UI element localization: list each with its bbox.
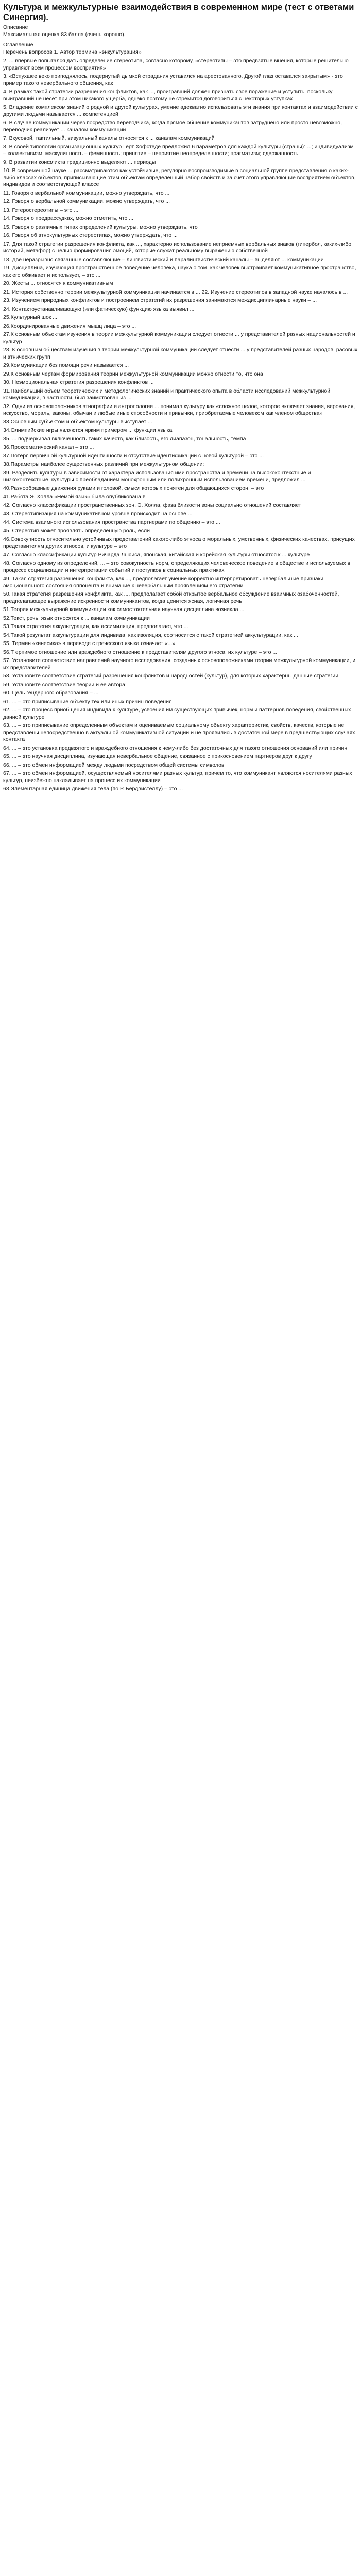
question-item: 44. Система взаимного использования пространства партнерами по общению – это ... [3, 519, 220, 526]
question-item: 62. ... – это процесс приобщения индивида к культуре, усвоения им существующих привычек, норм и паттернов поведения, свойственных данной культуре [3, 707, 351, 720]
question-item: 29.Коммуникации без помощи речи называется ... [3, 362, 129, 368]
question-item: 6. В случае коммуникации через посредство переводчика, когда прямое общение коммуникантов затруднено или просто невозможно, переводчик реализует ... каналом коммуникации [3, 120, 342, 133]
question-item: 28. К основным обществам изучения в теории межкультурной коммуникации следует отнести ... у представителей разных народов, расовых и этнических групп [3, 347, 358, 360]
question-list [3, 58, 358, 793]
question-item: 53.Такая стратегия аккультурации, как ассимиляция, предполагает, что ... [3, 623, 188, 630]
question-item: 27.К основным объектам изучения в теории межкультурной коммуникации следует отнести ... у представителей разных национальностей и культур [3, 331, 355, 345]
toc-label: Оглавление [3, 42, 33, 48]
question-item: 56.Т ерпимое отношение или враждебного отношение к представителям другого этноса, их культуре – это ... [3, 649, 278, 655]
question-item: 51.Теория межкультурной коммуникации как самостоятельная научная дисциплина возникла ... [3, 606, 245, 613]
question-item: 61. ... – это приписывание объекту тех или иных причин поведения [3, 698, 172, 705]
question-item: 60. Цель гендерного образования – ... [3, 690, 99, 696]
question-item: 2. ... впервые попытался дать определение стереотипа, согласно которому, «стереотипы – это предвзятые мнения, которые решительно управляют всем процессом восприятия» [3, 58, 349, 71]
description-label: Описание [3, 24, 28, 30]
toc-first-line: Перечень вопросов 1. Автор термина «энкультурация» [3, 49, 142, 55]
question-item: 57. Установите соответствие направлений научного исследования, созданных основоположниками теории межкультурной коммуникации, и их представителей [3, 657, 356, 671]
question-item: 20. Жесты ... относятся к коммуникативным [3, 280, 113, 286]
question-item: 65. ... – это научная дисциплина, изучающая невербальное общение, связанное с прикосновением партнеров друг к другу [3, 753, 312, 759]
question-item: 68.Элементарная единица движения тела (по Р. Бердвистеллу) – это ... [3, 786, 183, 792]
question-item: 25.Культурный шок ... [3, 314, 58, 320]
question-item: 37.Потеря первичной культурной идентичности и отсутствие идентификации с новой культурой – это ... [3, 452, 264, 459]
question-item: 24. Контактоустанавливающую (или фатическую) функцию языка выявил ... [3, 306, 195, 312]
question-item: 43. Стереотипизация на коммуникативном уровне происходит на основе ... [3, 511, 193, 517]
question-item: 33.Основным субъектом и объектом культуры выступает ... [3, 418, 152, 425]
question-item: 13. Гетеростереотипы – это ... [3, 207, 79, 213]
question-item: 45. Стереотип может проявлять определенную роль, если [3, 528, 150, 534]
question-item: 18. Две неразрывно связанные составляющие – лингвистический и паралингвистический каналы – выделяют ... коммуникации [3, 256, 324, 263]
question-item: 40.Разнообразные движения руками и головой, смысл которых понятен для общающихся сторон, – это [3, 485, 264, 492]
question-item: 39. Разделить культуры в зависимости от характера использования ими пространства и времени на высококонтекстные и низкоконтекстные, культуры с преобладанием монохронным или полихронным использованием времени, предложил ... [3, 469, 311, 483]
question-item: 46.Совокупность относительно устойчивых представлений какого-либо этноса о моральных, умственных, физических качествах, присущих представителям других этносов, и культуре – это [3, 536, 355, 549]
question-item: 19. Дисциплина, изучающая пространственное поведение человека, наука о том, как человек выстраивает коммуникативное пространство, как его обживает и использует, – это ... [3, 265, 356, 278]
question-item: 34.Олимпийские игры являются ярким примером ... функции языка [3, 427, 173, 433]
description-text: Максимальная оценка 83 балла (очень хорошо). [3, 31, 126, 38]
question-item: 14. Говоря о предрассудках, можно отметить, что ... [3, 215, 134, 222]
question-item: 7. Вкусовой, тактильный, визуальный каналы относятся к ... каналам коммуникаций [3, 135, 215, 141]
question-item: 15. Говоря о различных типах определений культуры, можно утверждать, что [3, 224, 198, 230]
question-item: 32. Одни из основоположников этнографии и антропологии ... понимал культуру как «сложное целое, которое включает знания, верования, искусство, мораль, законы, обычаи и любые иные способности и привычки, приобретаемые человеком как членом общества» [3, 403, 355, 416]
question-item: 5. Владение комплексом знаний о родной и другой культурах, умение адекватно использовать эти знания при контактах и взаимодействии с другими людьми называется ... компетенцией [3, 104, 358, 117]
question-item: 29.К основным чертам формирования теории межкультурной коммуникации можно отнести то, что она [3, 370, 263, 377]
question-item: 3. «Вспухшее веко приподнялось, подернутый дымкой страдания уставился на арестованного. Другой глаз оставался закрытым» - это пример такого невербального общения, как [3, 73, 343, 87]
question-item: 38.Параметры наиболее существенных различий при межкультурном общении: [3, 461, 204, 467]
question-item: 16. Говоря об этнокультурных стереотипах, можно утверждать, что ... [3, 232, 178, 239]
document-page [0, 0, 361, 800]
question-item: 23. Изучением природных конфликтов и построением стратегий их разрешения занимаются междисциплинарные науки – ... [3, 297, 317, 303]
question-item: 9. В развитии конфликта традиционно выделяют ... периоды [3, 159, 156, 165]
question-item: 50.Такая стратегия разрешения конфликта, как ..., предполагает собой открытое вербальное обсуждение взаимных озабоченностей, предполагающее выражение искренности коммуникантов, когда ценится ясная, логичная речь [3, 591, 339, 604]
question-item: 35. ... подчеркивал включенность таких качеств, как близость, его диапазон, тональность, темпа [3, 435, 246, 442]
question-item: 17. Для такой стратегии разрешения конфликта, как ..., характерно использование неприемных вербальных знаков (гипербол, каких-либо историй, метафор) с целью формирования эмоций, которые служат реальному выражению собственной [3, 241, 352, 254]
question-item: 63. ... – это приписывание определенным объектам и оцениваемым социальному объекту характеристик, свойств, качеств, которые не представлены непосредственно в актуальной коммуникативной ситуации и не проявились в достаточной мере в предшествующих случаях контакта [3, 722, 355, 742]
question-item: 67. ... – это обмен информацией, осуществляемый носителями разных культур, причем то, что коммуникант являются носителями разных культур, неизбежно накладывает на процесс их коммуникации [3, 770, 352, 784]
page-title: Культура и межкультурные взаимодействия в современном мире (тест с ответами Синергия). [3, 3, 354, 22]
question-item: 4. В рамках такой стратегии разрешения конфликтов, как ..., проигравший должен признать свое поражение и уступить, поскольку выигравший не несет при этом никакого ущерба, однако поэтому не стремится договориться с некоторых уступках [3, 89, 333, 102]
question-item: 48. Согласно одному из определений, ... – это совокупность норм, определяющих человеческое поведение в обществе и используемых в процессе социализации и интерпретации событий и поступков в социальных практиках [3, 560, 351, 573]
question-item: 66. ... – это обмен информацией между людьми посредством общей системы символов [3, 761, 225, 768]
question-item: 41.Работа Э. Холла «Немой язык» была опубликована в [3, 494, 146, 500]
question-item: 21. История собственно теории межкультурной коммуникации начинается в ... 22. Изучение стереотипов в западной науке началось в ... [3, 289, 348, 295]
question-item: 8. В своей типологии организационных культур Герт Хофстеде предложил 6 параметров для каждой культуры (страны): ...; индивидуализм – коллективизм; маскулинность – феминность; принятие – неприятие неопределенности; прагматизм; сдержанность [3, 143, 354, 157]
question-item: 11. Говоря о вербальной коммуникации, можно утверждать, что ... [3, 190, 170, 196]
question-item: 36.Проксематический канал – это ... [3, 444, 94, 450]
question-item: 55. Термин «кинесика» в переводе с греческого языка означает «...» [3, 640, 176, 647]
question-item: 47. Согласно классификации культур Ричарда Льюиса, японская, китайская и корейская культуры относятся к ... культуре [3, 551, 310, 558]
question-item: 10. В современной науке ... рассматриваются как устойчивые, регулярно воспроизводимые в социальной группе представления о каких-либо классах объектов, приписывающие этим объектам определенный набор свойств и за счет этого управляющие восприятием объектов, индивидов и соответствующей классе [3, 167, 356, 188]
question-item: 12. Говоря о вербальной коммуникации, можно утверждать, что ... [3, 198, 170, 205]
question-item: 30. Неэмоциональная стратегия разрешения конфликтов ... [3, 379, 154, 385]
question-item: 49. Такая стратегия разрешения конфликта, как ..., предполагает умение корректно интерпретировать невербальные признаки эмоционального состояния оппонента и внимание к невербальным проявлениям его стратегии [3, 575, 324, 589]
question-item: 52.Текст, речь, язык относятся к ... каналам коммуникации [3, 615, 150, 621]
question-item: 54.Такой результат аккультурации для индивида, как изоляция, соотносится с такой стратегией аккультурации, как ... [3, 632, 298, 638]
question-item: 64. ... – это установка предвзятого и враждебного отношения к чему-либо без достаточных для такого отношения оснований или причин [3, 744, 348, 751]
question-item: 58. Установите соответствие стратегий разрешения конфликтов и народностей (культур), для которых характерны данные стратегии [3, 673, 339, 679]
question-item: 31.Наибольший объем теоретических и методологических знаний и практического опыта в области исследований межкультурной коммуникации, в частности, был заимствован из ... [3, 387, 331, 401]
question-item: 59. Установите соответствие теории и ее автора: [3, 681, 127, 688]
question-item: 42. Согласно классификации пространственных зон, Э. Холла, фаза близости зоны социально отношений составляет [3, 502, 301, 509]
question-item: 26.Координированные движения мышц лица – это ... [3, 323, 136, 329]
